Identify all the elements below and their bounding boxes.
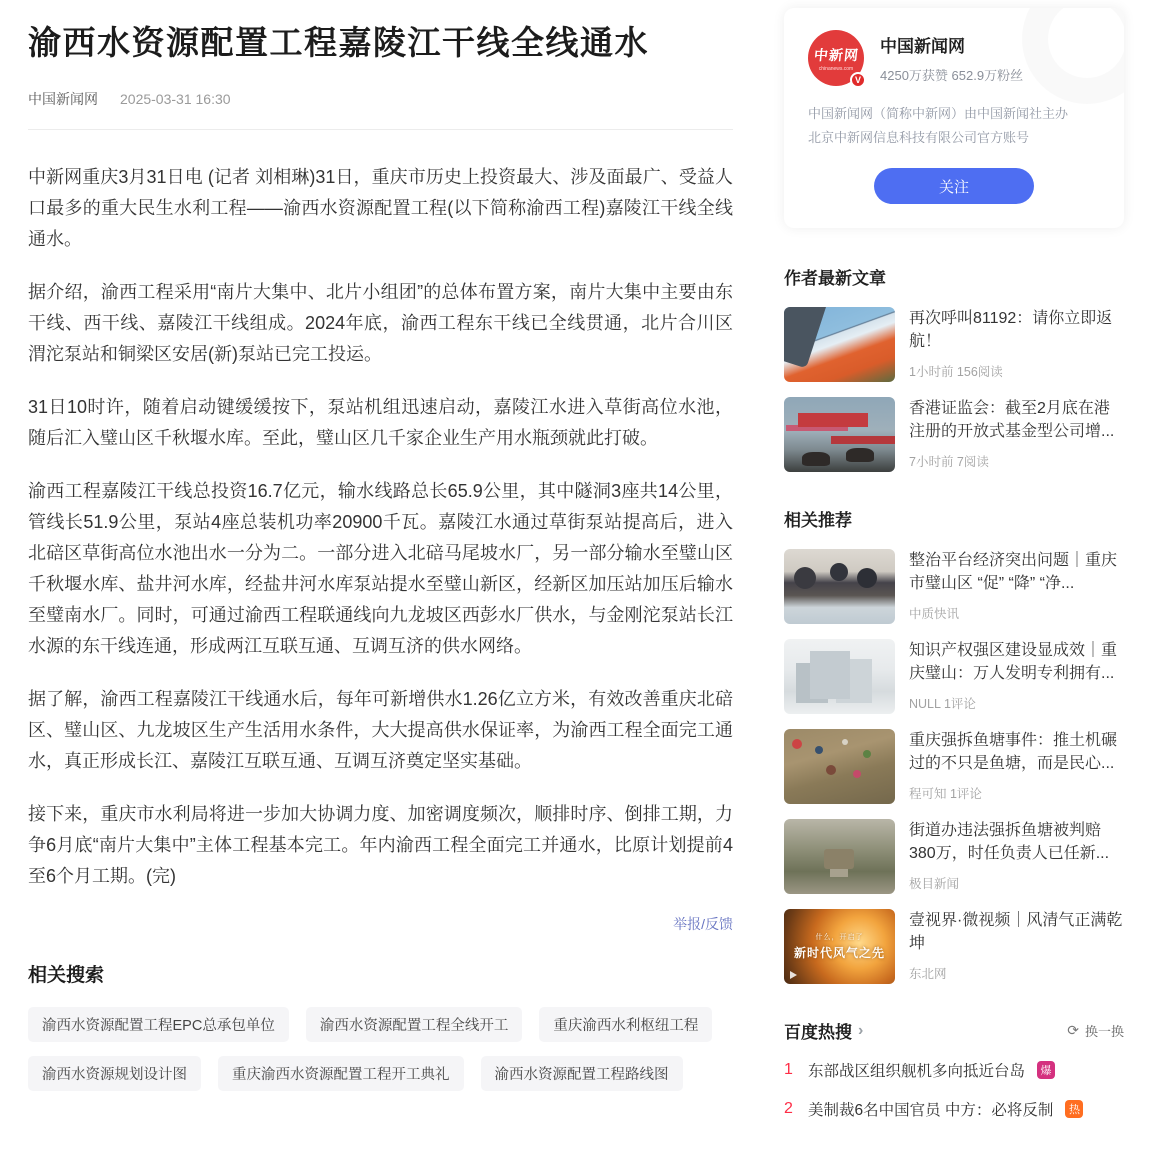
thumbnail-caption-line: 什么，开启了: [815, 934, 864, 942]
article-paragraph: 渝西工程嘉陵江干线总投资16.7亿元，输水线路总长65.9公里，其中隧洞3座共14公里，管线长51.9公里，泵站4座总装机功率20900千瓦。嘉陵江水通过草街泵站提高后，进入北碚区草街高位水池出水一分为二。一部分进入北碚马尾坡水厂，另一部分输水至璧山区千秋堰水库、盐井河水库，经盐井河水库泵站提水至璧山新区，经新区加压站加压后输水至璧南水厂。同时，可通过渝西工程联通线向九龙坡区西彭水厂供水，与金刚沱泵站长江水源的东干线连通，形成两江互联互通、互调互济的供水网络。: [28, 481, 733, 657]
article-paragraph: 据介绍，渝西工程采用“南片大集中、北片小组团”的总体布置方案，南片大集中主要由东干线、西干线、嘉陵江干线组成。2024年底，渝西工程东干线已全线贯通，北片合川区渭沱泵站和铜梁区安居(新)泵站已完工投运。: [28, 282, 733, 365]
hot-rank: 1: [784, 1061, 793, 1079]
related-search-tag[interactable]: 渝西水资源配置工程全线开工: [306, 1007, 523, 1042]
author-articles-list: [784, 307, 1124, 472]
report-feedback-link[interactable]: 举报/反馈: [673, 916, 733, 933]
article-meta: [28, 89, 733, 109]
recommendations-section: [784, 506, 1124, 984]
article-paragraph: 中新网重庆3月31日电 (记者 刘相琳)31日，重庆市历史上投资最大、涉及面最广、受益人口最多的重大民生水利工程——渝西水资源配置工程(以下简称渝西工程)嘉陵江干线全线通水。: [28, 167, 733, 250]
list-item[interactable]: [784, 909, 1124, 984]
related-search-tag[interactable]: 渝西水资源配置工程EPC总承包单位: [28, 1007, 289, 1042]
article-item-meta: 东北网: [909, 967, 947, 982]
article-item-title: 街道办违法强拆鱼塘被判赔380万，时任负责人已任新...: [909, 822, 1110, 863]
publisher-description-line: 中国新闻网（简称中新网）由中国新闻社主办: [808, 106, 1069, 121]
publisher-name[interactable]: 中国新闻网: [880, 37, 965, 56]
related-search-tag[interactable]: 重庆渝西水资源配置工程开工典礼: [218, 1056, 464, 1091]
hot-badge-hot: 热: [1065, 1100, 1083, 1118]
article-info: [909, 729, 1124, 804]
publisher-avatar[interactable]: [808, 30, 864, 86]
meta-divider: [28, 129, 733, 130]
related-search-heading: 相关搜索: [28, 965, 105, 987]
recommendations-list: [784, 549, 1124, 984]
list-item[interactable]: [784, 307, 1124, 382]
list-item[interactable]: [784, 549, 1124, 624]
article-thumbnail: [784, 729, 895, 804]
article-info: [909, 639, 1124, 714]
related-search-tag[interactable]: 重庆渝西水利枢纽工程: [539, 1007, 712, 1042]
hot-search-header: [784, 1018, 1124, 1043]
article-item-title: 壹视界·微视频｜风清气正满乾坤: [909, 912, 1123, 953]
hot-search-title-link[interactable]: [784, 1018, 863, 1043]
hot-text: 东部战区组织舰机多向抵近台岛: [808, 1063, 1026, 1081]
article-item-meta: 1小时前 156阅读: [909, 365, 1003, 380]
refresh-button[interactable]: [1067, 1021, 1124, 1040]
article-info: [909, 549, 1124, 624]
article-title: 渝西水资源配置工程嘉陵江干线全线通水: [28, 24, 649, 61]
video-thumbnail: [784, 909, 895, 984]
article-date: 2025-03-31 16:30: [120, 91, 231, 108]
refresh-label: 换一换: [1084, 1024, 1124, 1040]
list-item[interactable]: [784, 819, 1124, 894]
article-item-meta: 程可知 1评论: [909, 787, 982, 802]
publisher-identity: [880, 32, 1023, 84]
publisher-card: [784, 8, 1124, 228]
report-row: [28, 914, 733, 934]
article-info: [909, 397, 1124, 472]
thumbnail-caption-line: 新时代风气之先: [793, 946, 885, 961]
publisher-description-line: 北京中新网信息科技有限公司官方账号: [808, 130, 1030, 146]
article-item-title: 知识产权强区建设显成效｜重庆璧山：万人发明专利拥有...: [909, 642, 1118, 683]
article-thumbnail: [784, 549, 895, 624]
article-item-title: 整治平台经济突出问题｜重庆市璧山区 “促” “降” “净...: [909, 552, 1118, 593]
article-paragraph: 接下来，重庆市水利局将进一步加大协调力度、加密调度频次，顺排时序、倒排工期，力争6月底“南片大集中”主体工程基本完工。年内渝西工程全面完工并通水，比原计划提前4至6个月工期。(完): [28, 804, 733, 887]
recommendations-heading: 相关推荐: [784, 511, 852, 531]
follow-button[interactable]: 关注: [874, 168, 1034, 204]
article-item-title: 再次呼叫81192：请你立即返航！: [909, 310, 1113, 351]
article-body: [28, 162, 733, 892]
article-info: [909, 819, 1124, 894]
article-item-meta: NULL 1评论: [909, 697, 976, 712]
article-thumbnail: [784, 397, 895, 472]
article-paragraph: 据了解，渝西工程嘉陵江干线通水后，每年可新增供水1.26亿立方米，有效改善重庆北碚区、璧山区、九龙坡区生产生活用水条件，大大提高供水保证率，为渝西工程全面完工通水，真正形成长江、嘉陵江互联互通、互调互济奠定坚实基础。: [28, 689, 733, 772]
article-item-meta: 极目新闻: [909, 877, 960, 892]
publisher-header: [808, 30, 1100, 86]
article-item-title: 重庆强拆鱼塘事件：推土机碾过的不只是鱼塘，而是民心...: [909, 732, 1118, 773]
related-search-tag[interactable]: 渝西水资源规划设计图: [28, 1056, 201, 1091]
article-source[interactable]: 中国新闻网: [28, 91, 98, 108]
avatar-logo-subtext: chinanews.com: [818, 65, 854, 72]
article-thumbnail: [784, 819, 895, 894]
publisher-description: [808, 102, 1100, 150]
hot-text: 美制裁6名中国官员 中方：必将反制: [808, 1102, 1054, 1120]
list-item[interactable]: [784, 639, 1124, 714]
sidebar: [784, 0, 1124, 1154]
author-articles-heading: 作者最新文章: [784, 269, 886, 289]
chevron-right-icon: ›: [858, 1021, 864, 1039]
avatar-logo-text: 中新网: [812, 46, 860, 63]
hot-badge-bao: 爆: [1037, 1061, 1055, 1079]
list-item[interactable]: [784, 397, 1124, 472]
related-search-tag[interactable]: 渝西水资源配置工程路线图: [481, 1056, 683, 1091]
hot-search-item[interactable]: [784, 1059, 1124, 1081]
hot-rank: 2: [784, 1100, 793, 1118]
author-articles-section: [784, 264, 1124, 472]
article-thumbnail: [784, 639, 895, 714]
article-paragraph: 31日10时许，随着启动键缓缓按下，泵站机组迅速启动，嘉陵江水进入草街高位水池，随后汇入璧山区千秋堰水库。至此，璧山区几千家企业生产用水瓶颈就此打破。: [28, 397, 733, 449]
article-info: [909, 307, 1124, 382]
article-info: [909, 909, 1124, 984]
related-search-section: [28, 960, 733, 1091]
article-thumbnail: [784, 307, 895, 382]
article-item-meta: 中质快讯: [909, 607, 960, 622]
article-item-title: 香港证监会：截至2月底在港注册的开放式基金型公司增...: [909, 400, 1115, 441]
hot-search-item[interactable]: [784, 1098, 1124, 1120]
play-icon: [790, 971, 797, 979]
list-item[interactable]: [784, 729, 1124, 804]
refresh-icon: ⟳: [1067, 1022, 1079, 1039]
related-search-tags: [28, 1007, 718, 1091]
verified-badge-icon: V: [850, 72, 866, 88]
hot-search-section: [784, 1018, 1124, 1120]
article-item-meta: 7小时前 7阅读: [909, 455, 989, 470]
publisher-stats: 4250万获赞 652.9万粉丝: [880, 68, 1024, 83]
hot-search-heading: 百度热搜: [784, 1023, 852, 1043]
